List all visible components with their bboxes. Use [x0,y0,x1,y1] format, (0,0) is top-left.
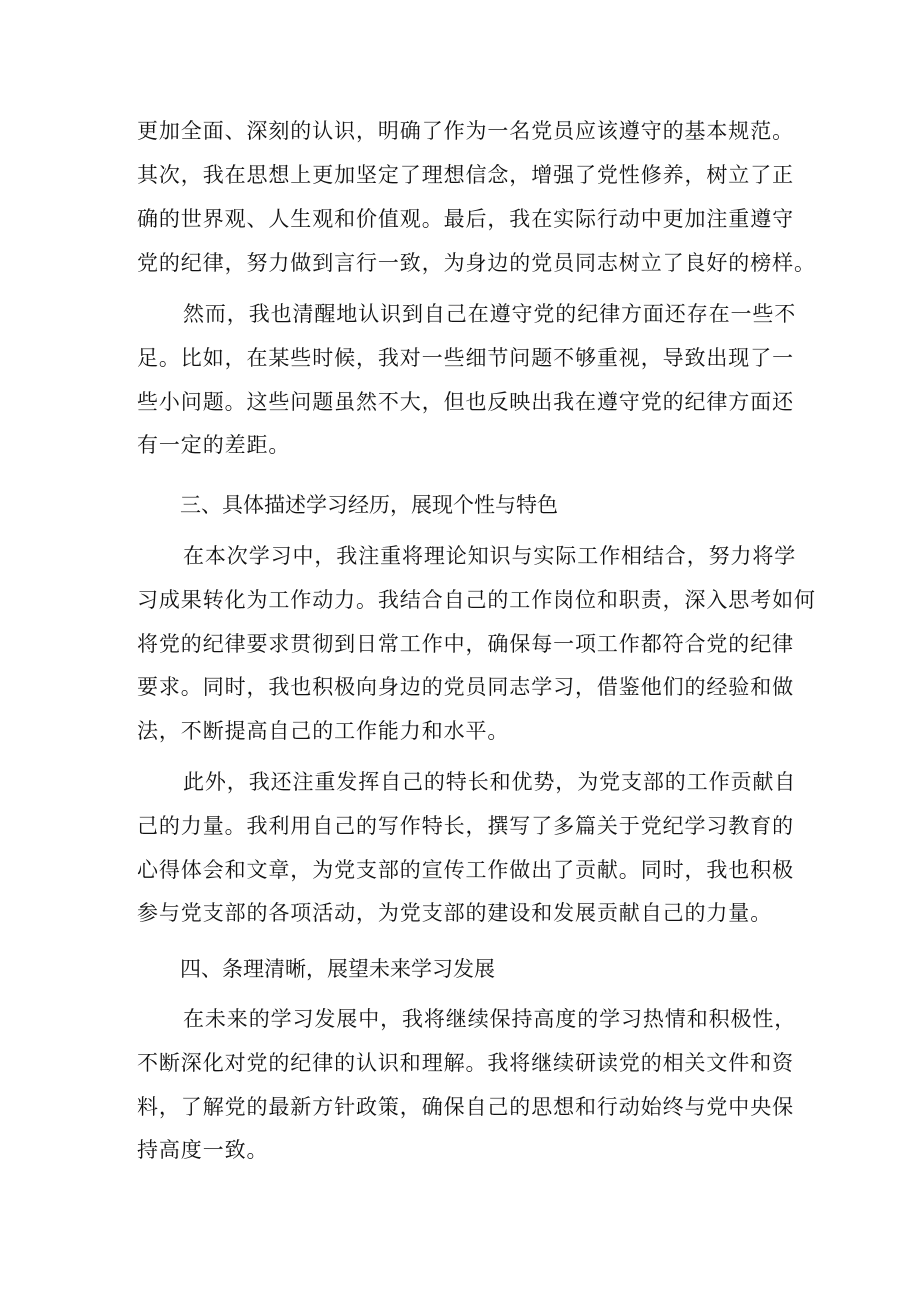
text-line: 法，不断提高自己的工作能力和水平。 [137,719,510,743]
text-line: 些小问题。这些问题虽然不大，但也反映出我在遵守党的纪律方面还 [137,390,794,414]
text-line: 其次，我在思想上更加坚定了理想信念，增强了党性修养，树立了正 [137,163,794,187]
text-line: 党的纪律，努力做到言行一致，为身边的党员同志树立了良好的榜样。 [137,251,816,275]
text-line: 此外，我还注重发挥自己的特长和优势，为党支部的工作贡献自 [183,770,797,794]
text-line: 更加全面、深刻的认识，明确了作为一名党员应该遵守的基本规范。 [137,119,794,143]
section-heading-3: 三、具体描述学习经历，展现个性与特色 [180,493,558,517]
text-line: 在本次学习中，我注重将理论知识与实际工作相结合，努力将学 [183,544,797,568]
text-line: 在未来的学习发展中，我将继续保持高度的学习热情和积极性， [183,1007,797,1031]
text-line: 习成果转化为工作动力。我结合自己的工作岗位和职责，深入思考如何 [137,588,816,612]
text-line: 参与党支部的各项活动，为党支部的建设和发展贡献自己的力量。 [137,901,773,925]
text-line: 足。比如，在某些时候，我对一些细节问题不够重视，导致出现了一 [137,346,794,370]
text-line: 己的力量。我利用自己的写作特长，撰写了多篇关于党纪学习教育的 [137,814,794,838]
text-line: 确的世界观、人生观和价值观。最后，我在实际行动中更加注重遵守 [137,207,794,231]
text-line: 然而，我也清醒地认识到自己在遵守党的纪律方面还存在一些不 [183,302,797,326]
text-line: 要求。同时，我也积极向身边的党员同志学习，借鉴他们的经验和做 [137,675,794,699]
section-heading-4: 四、条理清晰，展望未来学习发展 [180,957,495,981]
text-line: 料，了解党的最新方针政策，确保自己的思想和行动始终与党中央保 [137,1095,794,1119]
text-line: 将党的纪律要求贯彻到日常工作中，确保每一项工作都符合党的纪律 [137,632,794,656]
text-line: 不断深化对党的纪律的认识和理解。我将继续研读党的相关文件和资 [137,1051,794,1075]
text-line: 心得体会和文章，为党支部的宣传工作做出了贡献。同时，我也积极 [137,858,794,882]
text-line: 持高度一致。 [137,1138,269,1162]
text-line: 有一定的差距。 [137,433,291,457]
